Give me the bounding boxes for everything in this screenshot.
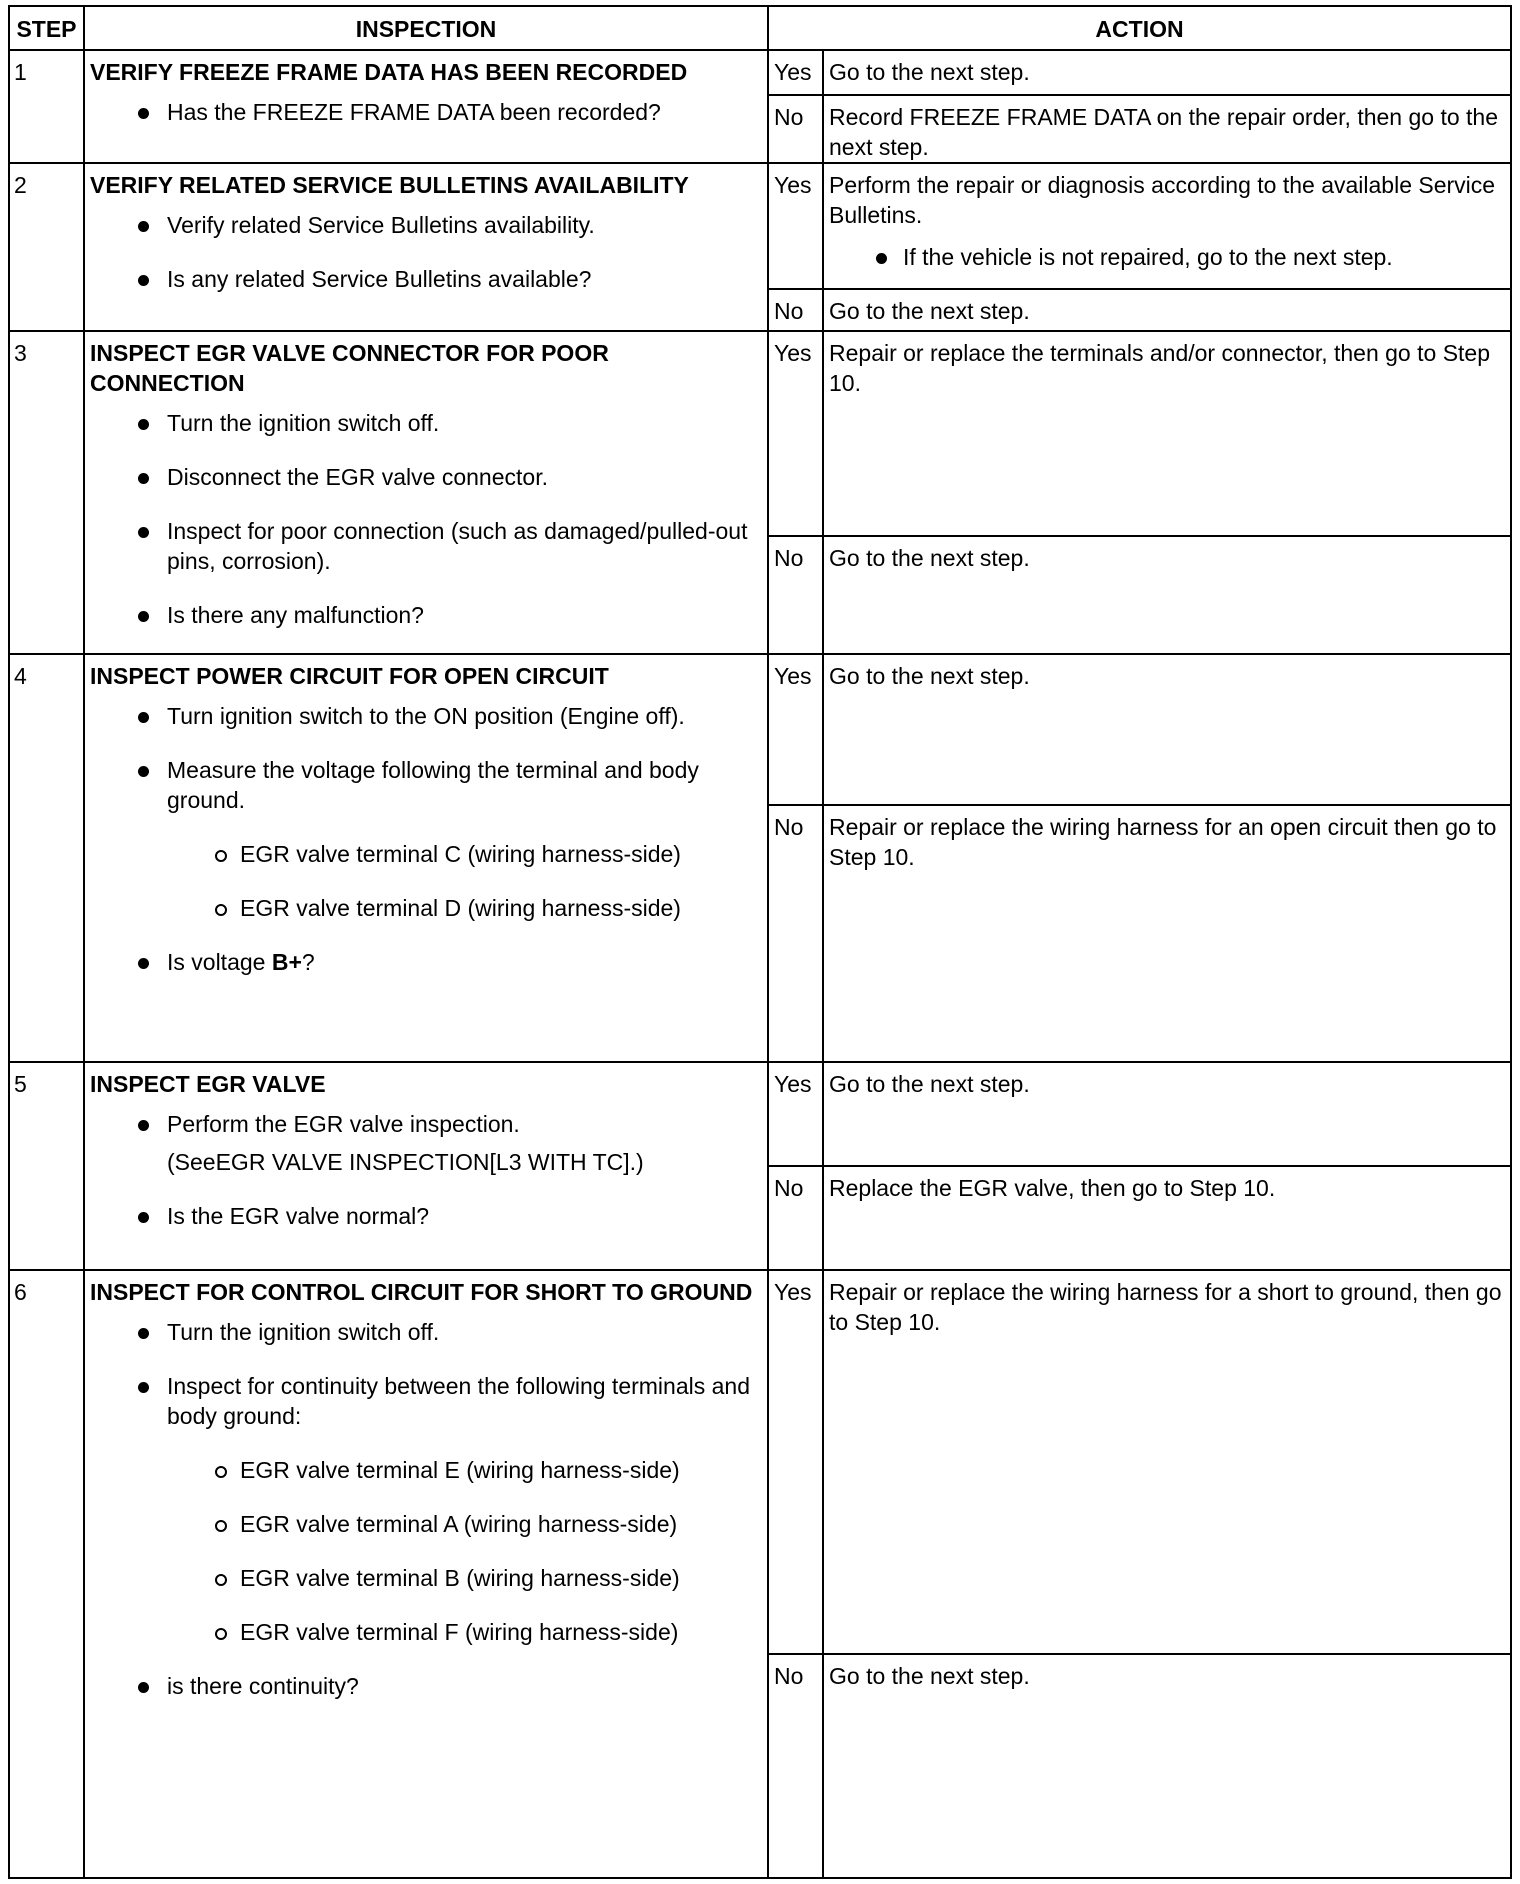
yes-label: Yes: [768, 50, 823, 95]
list-item-suffix: ?: [301, 949, 315, 975]
step-number: 1: [9, 50, 84, 163]
inspection-cell: [84, 163, 768, 331]
no-label: No: [768, 536, 823, 654]
list-item: Disconnect the EGR valve connector.: [90, 462, 762, 492]
bullet-list: [90, 97, 762, 127]
sub-list-item: EGR valve terminal C (wiring harness-side): [90, 839, 762, 869]
yes-label: Yes: [768, 1062, 823, 1166]
yes-label: Yes: [768, 654, 823, 805]
list-item: Has the FREEZE FRAME DATA been recorded?: [90, 97, 762, 127]
inspection-cell: [84, 331, 768, 654]
no-action: Go to the next step.: [823, 536, 1511, 654]
inspection-cell: [84, 50, 768, 163]
yes-label: Yes: [768, 1270, 823, 1654]
header-action: ACTION: [768, 6, 1511, 50]
no-action: Replace the EGR valve, then go to Step 10.: [823, 1166, 1511, 1270]
sub-list-item: EGR valve terminal F (wiring harness-side): [90, 1617, 762, 1647]
yes-action: Repair or replace the terminals and/or connector, then go to Step 10.: [823, 331, 1511, 536]
list-item: Inspect for poor connection (such as damaged/pulled-out pins, corrosion).: [90, 516, 762, 576]
list-item: [90, 1371, 762, 1647]
table-row: [9, 654, 1511, 805]
no-action: Record FREEZE FRAME DATA on the repair order, then go to the next step.: [823, 95, 1511, 163]
sub-list-item: EGR valve terminal E (wiring harness-side): [90, 1455, 762, 1485]
step-title: INSPECT POWER CIRCUIT FOR OPEN CIRCUIT: [90, 663, 609, 689]
list-item: is there continuity?: [90, 1671, 762, 1701]
list-item: Turn the ignition switch off.: [90, 1317, 762, 1347]
step-title: INSPECT EGR VALVE CONNECTOR FOR POOR CONNECTION: [90, 340, 609, 396]
no-label: No: [768, 1654, 823, 1878]
action-bullet-list: [829, 242, 1505, 272]
yes-action: Go to the next step.: [823, 654, 1511, 805]
yes-action: Go to the next step.: [823, 50, 1511, 95]
step-number: 6: [9, 1270, 84, 1878]
list-item-text: Inspect for continuity between the following terminals and body ground:: [167, 1373, 750, 1429]
list-item-text: Measure the voltage following the terminal and body ground.: [167, 757, 699, 813]
sub-list-item: EGR valve terminal A (wiring harness-side): [90, 1509, 762, 1539]
table-row: [9, 163, 1511, 289]
list-item: Is the EGR valve normal?: [90, 1201, 762, 1231]
no-action: Repair or replace the wiring harness for an open circuit then go to Step 10.: [823, 805, 1511, 1062]
list-item: If the vehicle is not repaired, go to the next step.: [829, 242, 1505, 272]
yes-action: Repair or replace the wiring harness for a short to ground, then go to Step 10.: [823, 1270, 1511, 1654]
bullet-list: [90, 408, 762, 630]
table-header-row: [9, 6, 1511, 50]
list-item: Turn the ignition switch off.: [90, 408, 762, 438]
no-label: No: [768, 289, 823, 331]
header-inspection: INSPECTION: [84, 6, 768, 50]
step-title: VERIFY RELATED SERVICE BULLETINS AVAILABILITY: [90, 172, 689, 198]
no-action: Go to the next step.: [823, 289, 1511, 331]
step-number: 4: [9, 654, 84, 1062]
header-step: STEP: [9, 6, 84, 50]
list-item: Turn ignition switch to the ON position (Engine off).: [90, 701, 762, 731]
voltage-value: B+: [271, 949, 302, 975]
table-row: [9, 1270, 1511, 1654]
list-item: [90, 755, 762, 923]
yes-label: Yes: [768, 163, 823, 289]
bullet-list: [90, 210, 762, 294]
no-label: No: [768, 1166, 823, 1270]
step-number: 5: [9, 1062, 84, 1270]
bullet-list: [90, 1109, 762, 1139]
no-action: Go to the next step.: [823, 1654, 1511, 1878]
table-row: [9, 1062, 1511, 1166]
yes-action-cell: [823, 163, 1511, 289]
table-row: [9, 331, 1511, 536]
list-item: Verify related Service Bulletins availability.: [90, 210, 762, 240]
bullet-list: [90, 1201, 762, 1231]
diagnostic-procedure-table: [8, 5, 1512, 1879]
inspection-cell: [84, 1270, 768, 1878]
no-label: No: [768, 95, 823, 163]
yes-label: Yes: [768, 331, 823, 536]
list-item: Is any related Service Bulletins available?: [90, 264, 762, 294]
sub-bullet-list: [167, 839, 762, 923]
reference-note: (SeeEGR VALVE INSPECTION[L3 WITH TC].): [167, 1149, 644, 1175]
yes-action: Perform the repair or diagnosis according to the available Service Bulletins.: [829, 172, 1496, 228]
no-label: No: [768, 805, 823, 1062]
inspection-cell: [84, 654, 768, 1062]
sub-bullet-list: [167, 1455, 762, 1647]
list-item: Perform the EGR valve inspection.: [90, 1109, 762, 1139]
bullet-list: [90, 1317, 762, 1701]
step-title: VERIFY FREEZE FRAME DATA HAS BEEN RECORDED: [90, 59, 688, 85]
list-item: Is there any malfunction?: [90, 600, 762, 630]
bullet-list: [90, 701, 762, 977]
step-title: INSPECT FOR CONTROL CIRCUIT FOR SHORT TO GROUND: [90, 1279, 753, 1305]
yes-action: Go to the next step.: [823, 1062, 1511, 1166]
step-number: 3: [9, 331, 84, 654]
list-item-text: Is voltage: [167, 949, 272, 975]
sub-list-item: EGR valve terminal D (wiring harness-side): [90, 893, 762, 923]
list-item: [90, 947, 762, 977]
sub-list-item: EGR valve terminal B (wiring harness-side): [90, 1563, 762, 1593]
step-number: 2: [9, 163, 84, 331]
table-row: [9, 50, 1511, 95]
inspection-cell: [84, 1062, 768, 1270]
step-title: INSPECT EGR VALVE: [90, 1071, 326, 1097]
